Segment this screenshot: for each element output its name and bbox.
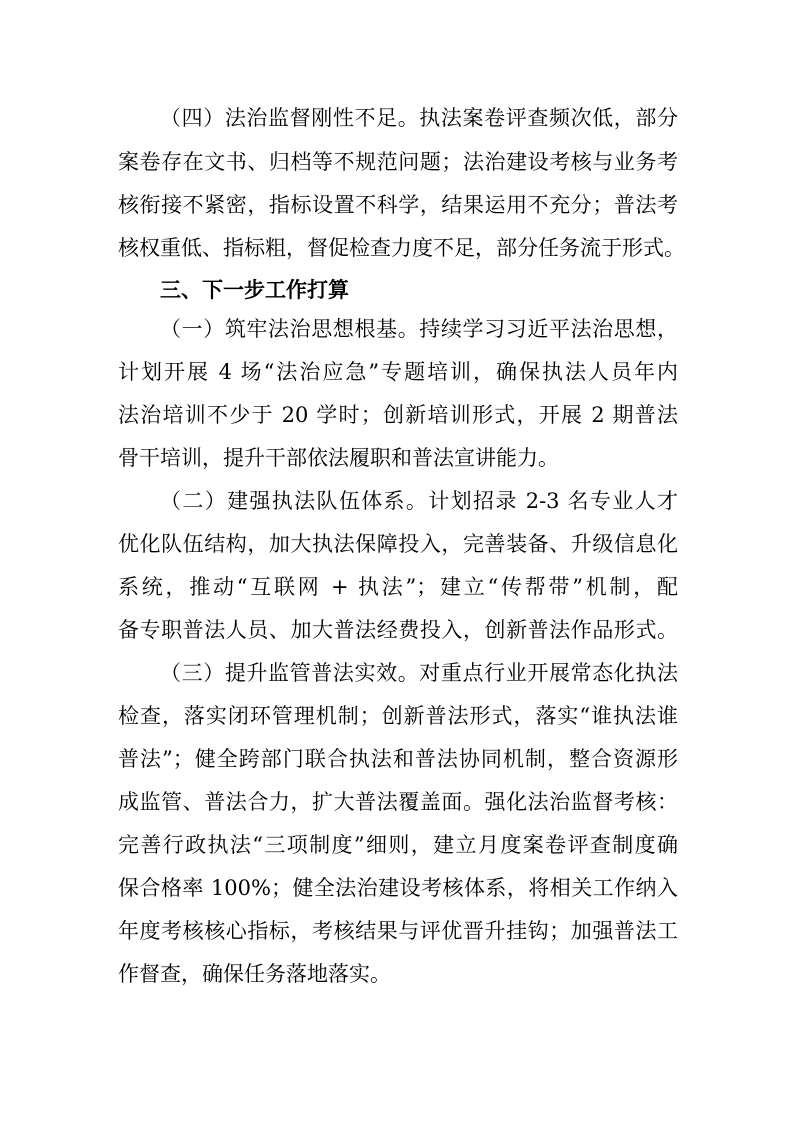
para3-line-8: 作督查，确保任务落地落实。	[118, 962, 391, 986]
section4-line-2: 案卷存在文书、归档等不规范问题；法治建设考核与业务考	[118, 150, 678, 174]
para2-line-3: 系统，推动“互联网 + 执法”；建立“传帮带”机制，配	[118, 575, 678, 599]
section4-line-4: 核权重低、指标粗，督促检查力度不足，部分任务流于形式。	[118, 236, 685, 260]
section4-line-1: （四）法治监督刚性不足。执法案卷评查频次低，部分	[160, 106, 678, 130]
para2-line-4: 备专职普法人员、加大普法经费投入，创新普法作品形式。	[118, 618, 678, 642]
para3-line-4: 成监管、普法合力，扩大普法覆盖面。强化法治监督考核：	[118, 790, 678, 814]
para3-line-1: （三）提升监管普法实效。对重点行业开展常态化执法	[160, 661, 678, 685]
para2-line-2: 优化队伍结构，加大执法保障投入，完善装备、升级信息化	[118, 532, 678, 556]
para1-line-3: 法治培训不少于 20 学时；创新培训形式，开展 2 期普法	[118, 403, 678, 427]
para3-line-2: 检查，落实闭环管理机制；创新普法形式，落实“谁执法谁	[118, 704, 678, 728]
para2-line-1: （二）建强执法队伍体系。计划招录 2-3 名专业人才	[160, 489, 678, 513]
para1-line-1: （一）筑牢法治思想根基。持续学习习近平法治思想，	[160, 317, 678, 341]
section-heading-next-steps: 三、下一步工作打算	[160, 278, 349, 302]
para3-line-5: 完善行政执法“三项制度”细则，建立月度案卷评查制度确	[118, 833, 678, 857]
para1-line-4: 骨干培训，提升干部依法履职和普法宣讲能力。	[118, 446, 559, 470]
para3-line-7: 年度考核核心指标，考核结果与评优晋升挂钩；加强普法工	[118, 919, 678, 943]
section4-line-3: 核衔接不紧密，指标设置不科学，结果运用不充分；普法考	[118, 193, 678, 217]
para1-line-2: 计划开展 4 场“法治应急”专题培训，确保执法人员年内	[118, 360, 678, 384]
para3-line-6: 保合格率 100%；健全法治建设考核体系，将相关工作纳入	[118, 876, 678, 900]
para3-line-3: 普法”；健全跨部门联合执法和普法协同机制，整合资源形	[118, 747, 678, 771]
